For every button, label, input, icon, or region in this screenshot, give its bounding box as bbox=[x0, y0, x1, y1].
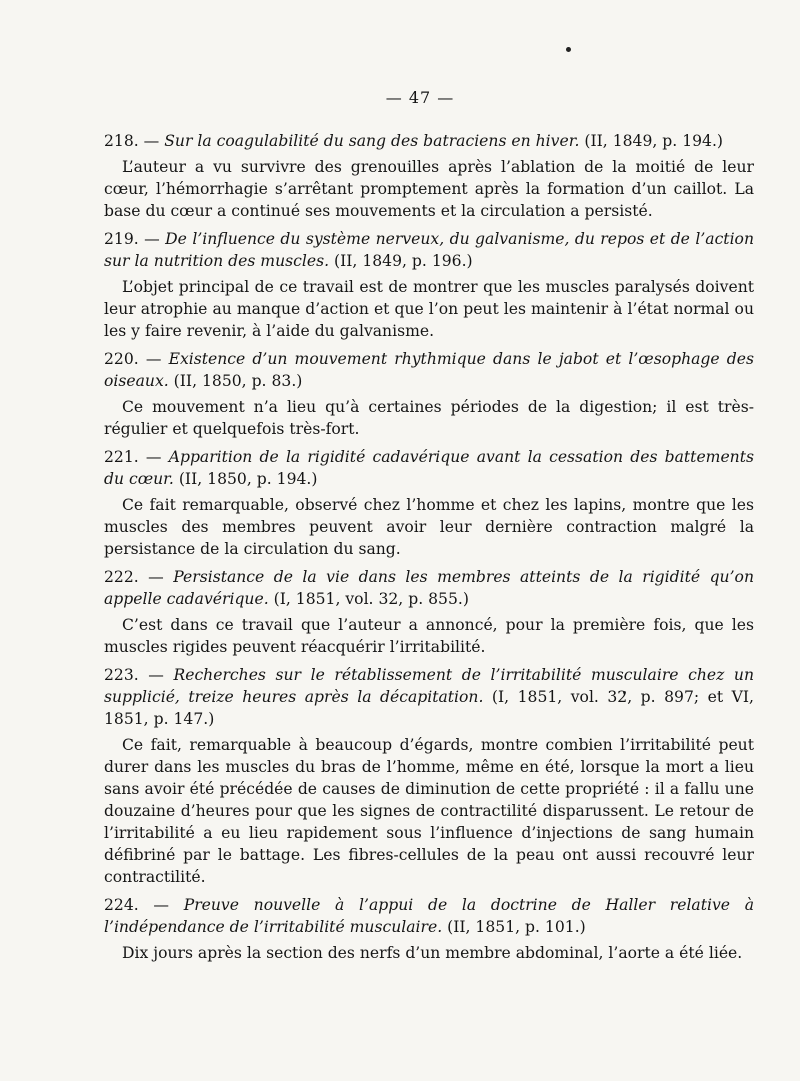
entry-body: L’auteur a vu survivre des grenouilles après l’ablation de la moitié de leur cœur, l’hémorrhagie s’arrêtant promptement après la formation d’un caillot. La base du cœur a continué ses mouvements et la circulation a persisté. bbox=[104, 158, 754, 220]
entry-reference: (I, 1851, vol. 32, p. 897; et VI, 1851, p. 147.) bbox=[104, 688, 754, 728]
entry-number: 219. — bbox=[104, 230, 166, 248]
entry-reference: (II, 1849, p. 194.) bbox=[579, 132, 723, 150]
entry-heading bbox=[104, 664, 754, 730]
entry-heading bbox=[104, 894, 754, 938]
entry-body: Ce mouvement n’a lieu qu’à certaines périodes de la digestion; il est très-régulier et quelquefois très-fort. bbox=[104, 398, 754, 438]
entry-224 bbox=[104, 894, 754, 964]
entry-218 bbox=[104, 130, 754, 222]
entry-reference: (II, 1851, p. 101.) bbox=[442, 918, 586, 936]
entry-heading bbox=[104, 348, 754, 392]
ink-speck bbox=[566, 47, 571, 52]
entry-reference: (II, 1850, p. 83.) bbox=[168, 372, 303, 390]
entry-body: Ce fait remarquable, observé chez l’homme et chez les lapins, montre que les muscles des membres peuvent avoir leur dernière contraction malgré la persistance de la circulation du sang. bbox=[104, 496, 754, 558]
entry-heading bbox=[104, 228, 754, 272]
entry-title: Persistance de la vie dans les membres atteints de la rigidité qu’on appelle cadavérique. bbox=[104, 568, 754, 608]
entry-heading bbox=[104, 566, 754, 610]
entry-body: C’est dans ce travail que l’auteur a annoncé, pour la première fois, que les muscles rigides peuvent réacquérir l’irritabilité. bbox=[104, 616, 754, 656]
entry-title: Recherches sur le rétablissement de l’irritabilité musculaire chez un supplicié, treize heures après la décapitation. bbox=[104, 666, 754, 706]
entry-body: Ce fait, remarquable à beaucoup d’égards, montre combien l’irritabilité peut durer dans les muscles du bras de l’homme, même en été, lorsque la mort a lieu sans avoir été précédée de causes de diminution de cette propriété : il a fallu une douzaine d’heures pour que les signes de contractilité disparussent. Le retour de l’irritabilité a eu lieu rapidement sous l’influence d’injections de sang humain défibriné par le battage. Les fibres-cellules de la peau ont aussi recouvré leur contractilité. bbox=[104, 736, 754, 886]
entry-number: 218. — bbox=[104, 132, 165, 150]
entry-221 bbox=[104, 446, 754, 560]
entry-title: De l’influence du système nerveux, du galvanisme, du repos et de l’action sur la nutrition des muscles. bbox=[104, 230, 754, 270]
entry-title: Sur la coagulabilité du sang des batraciens en hiver. bbox=[164, 132, 580, 150]
entry-220 bbox=[104, 348, 754, 440]
entry-title: Preuve nouvelle à l’appui de la doctrine de Haller relative à l’indépendance de l’irritabilité musculaire. bbox=[104, 896, 755, 936]
entry-heading bbox=[104, 446, 754, 490]
entry-number: 221. — bbox=[104, 448, 169, 466]
entry-222 bbox=[104, 566, 754, 658]
entry-reference: (II, 1850, p. 194.) bbox=[173, 470, 318, 488]
entry-heading bbox=[104, 130, 754, 152]
entry-number: 220. — bbox=[104, 350, 169, 368]
entry-body: L’objet principal de ce travail est de montrer que les muscles paralysés doivent leur atrophie au manque d’action et que l’on peut les maintenir à l’état normal ou les y faire revenir, à l’aide du galvanisme. bbox=[104, 278, 754, 340]
entry-223 bbox=[104, 664, 754, 888]
page-number: — 47 — bbox=[385, 88, 455, 107]
entry-number: 222. — bbox=[104, 568, 174, 586]
entry-title: Existence d’un mouvement rhythmique dans le jabot et l’œsophage des oiseaux. bbox=[104, 350, 754, 390]
entry-number: 224. — bbox=[104, 896, 184, 914]
entry-title: Apparition de la rigidité cadavérique avant la cessation des battements du cœur. bbox=[104, 448, 754, 488]
entry-number: 223. — bbox=[104, 666, 174, 684]
entry-list bbox=[104, 130, 754, 970]
entry-219 bbox=[104, 228, 754, 342]
entry-reference: (I, 1851, vol. 32, p. 855.) bbox=[268, 590, 469, 608]
entry-reference: (II, 1849, p. 196.) bbox=[329, 252, 473, 270]
entry-body: Dix jours après la section des nerfs d’un membre abdominal, l’aorte a été liée. bbox=[122, 944, 743, 962]
